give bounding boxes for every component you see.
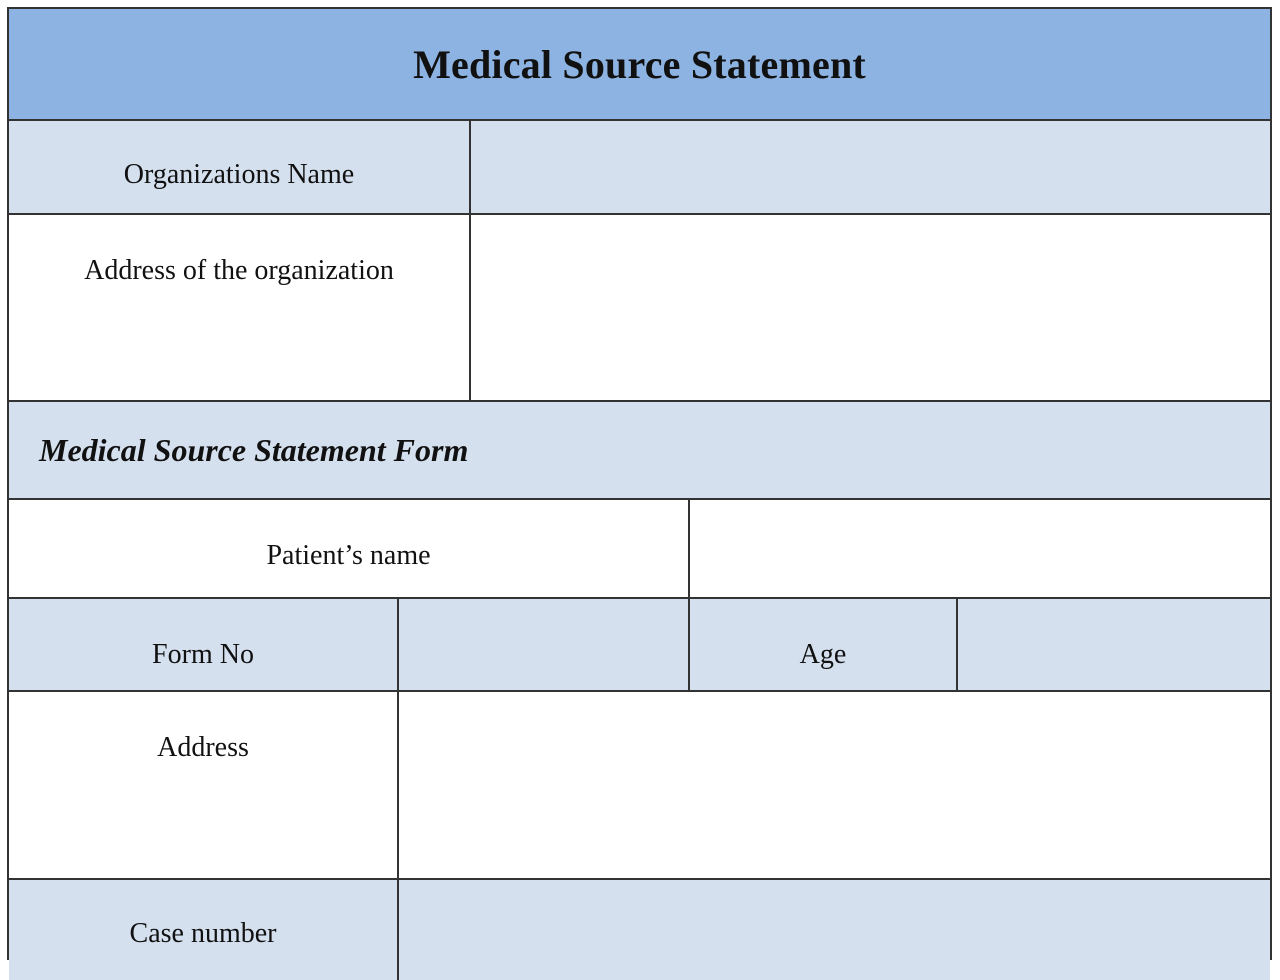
organization-address-field-cell — [471, 215, 1270, 400]
patient-name-field[interactable] — [690, 500, 1270, 597]
address-row — [9, 692, 1270, 880]
case-number-field[interactable] — [399, 880, 1270, 980]
organization-name-label: Organizations Name — [123, 159, 355, 190]
section-row — [9, 402, 1270, 500]
address-field[interactable] — [399, 692, 1270, 878]
organization-name-row — [9, 121, 1270, 215]
form-no-field[interactable] — [399, 599, 688, 690]
patient-name-field-cell — [690, 500, 1270, 597]
address-label-cell — [9, 692, 399, 878]
organization-name-field-cell — [471, 121, 1270, 213]
age-field-cell — [958, 599, 1270, 690]
patient-name-row — [9, 500, 1270, 599]
form-no-label: Form No — [152, 639, 254, 670]
medical-source-statement-form — [7, 7, 1272, 960]
patient-name-label-cell — [9, 500, 690, 597]
address-field-cell — [399, 692, 1270, 878]
organization-address-label: Address of the organization — [84, 255, 394, 286]
organization-address-field[interactable] — [471, 215, 1270, 400]
form-no-field-cell — [399, 599, 690, 690]
case-number-row — [9, 880, 1270, 980]
case-number-label-cell — [9, 880, 399, 980]
form-no-age-row — [9, 599, 1270, 692]
age-label: Age — [799, 639, 847, 670]
address-label: Address — [157, 732, 249, 763]
form-title: Medical Source Statement — [413, 41, 866, 87]
section-title: Medical Source Statement Form — [39, 431, 469, 468]
organization-name-field[interactable] — [471, 121, 1270, 213]
organization-address-row — [9, 215, 1270, 402]
patient-name-label: Patient’s name — [266, 540, 431, 571]
age-field[interactable] — [958, 599, 1270, 690]
case-number-label: Case number — [129, 918, 277, 949]
organization-name-label-cell — [9, 121, 471, 213]
case-number-field-cell — [399, 880, 1270, 980]
form-header — [9, 9, 1270, 121]
age-label-cell — [690, 599, 958, 690]
form-no-label-cell — [9, 599, 399, 690]
organization-address-label-cell — [9, 215, 471, 400]
